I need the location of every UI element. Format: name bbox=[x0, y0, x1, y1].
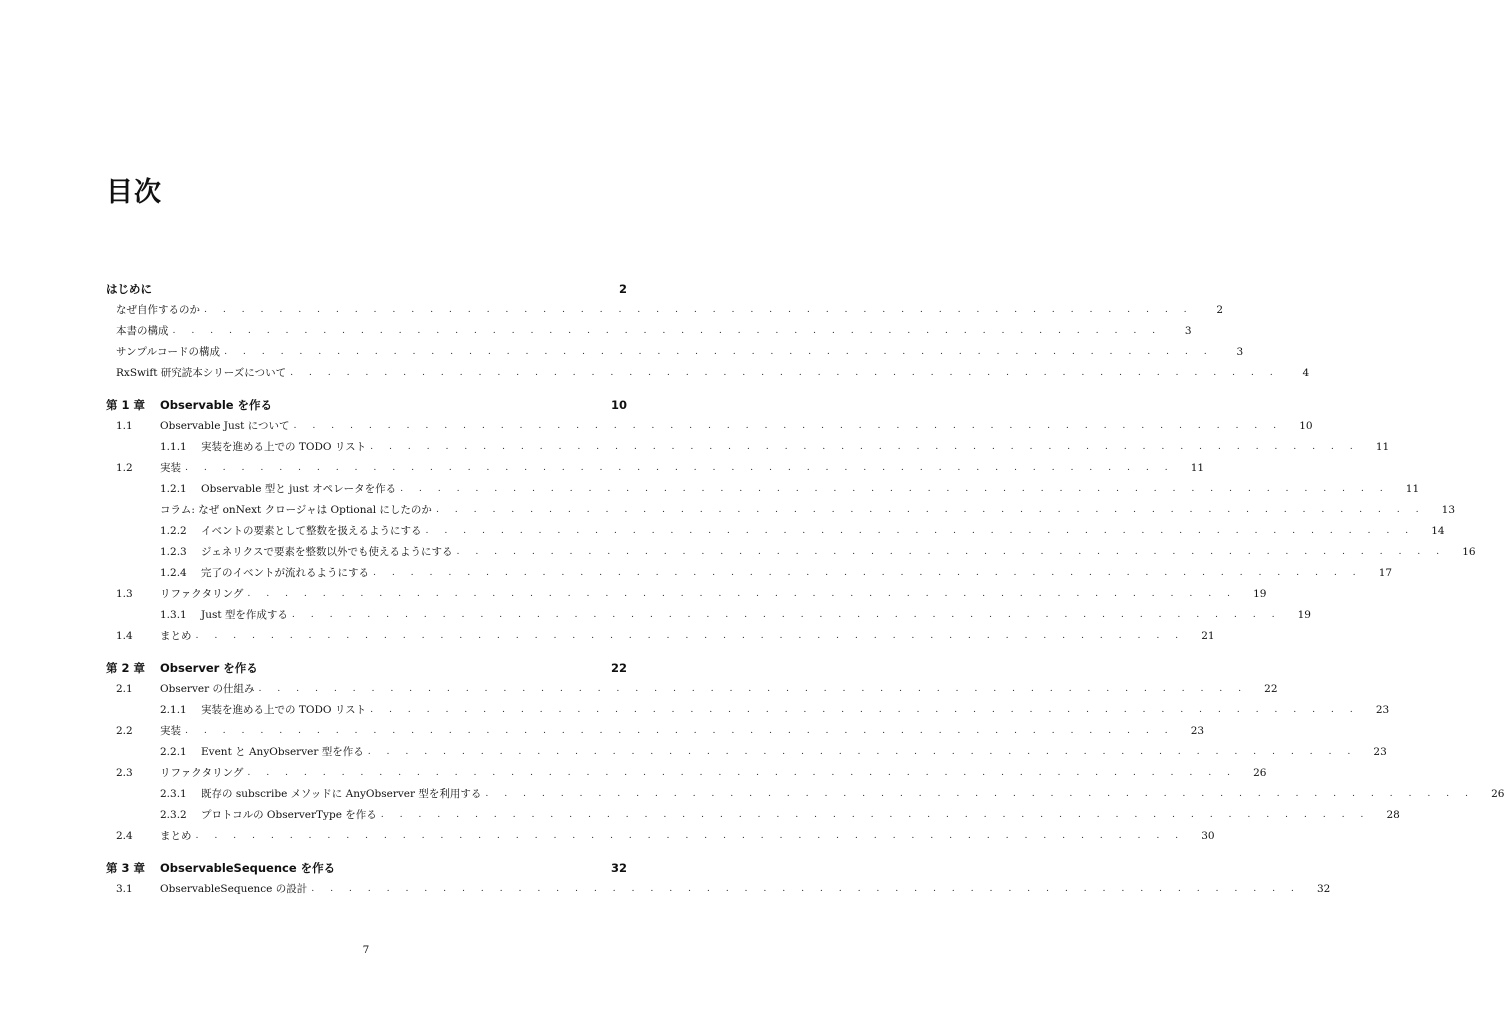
toc-entry-page: 13 bbox=[1441, 503, 1456, 516]
toc-entry-number: 1.1.1 bbox=[160, 440, 187, 453]
toc-entry-label: まとめ bbox=[160, 830, 192, 842]
toc-entry-page: 26 bbox=[1253, 766, 1267, 779]
chapter-number: 第 1 章 bbox=[106, 397, 146, 412]
toc-entry-label: 実装を進める上での TODO リスト bbox=[201, 441, 367, 453]
toc-entry-label: RxSwift 研究読本シリーズについて bbox=[116, 367, 287, 379]
toc-entry-page: 11 bbox=[1375, 440, 1390, 453]
leader-dots: . . . . . . . . . . . . . . . . . . . . . . . . . . . . . . . . . . . . . . . . . . . . . . . . . . . . . bbox=[293, 420, 1283, 431]
toc-entry-number: 2.3.2 bbox=[160, 808, 187, 821]
chapter-page: 10 bbox=[610, 397, 627, 412]
leader-dots: . . . . . . . . . . . . . . . . . . . . . . . . . . . . . . . . . . . . . . . . . . . . . . . . . . . . . bbox=[373, 567, 1363, 578]
leader-dots: . . . . . . . . . . . . . . . . . . . . . . . . . . . . . . . . . . . . . . . . . . . . . . . . . . . . . bbox=[311, 883, 1301, 894]
toc-entry[interactable] bbox=[106, 825, 1215, 846]
toc-chapter-2[interactable] bbox=[106, 657, 627, 678]
toc-entry[interactable] bbox=[106, 436, 1390, 457]
toc-entry-page: 19 bbox=[1297, 608, 1311, 621]
leader-dots: . . . . . . . . . . . . . . . . . . . . . . . . . . . . . . . . . . . . . . . . . . . . . . . . . . . . . bbox=[380, 809, 1370, 820]
toc-entry-page: 30 bbox=[1201, 829, 1215, 842]
toc-entry-label: 実装を進める上での TODO リスト bbox=[201, 704, 367, 716]
toc-entry-number: 1.3.1 bbox=[160, 608, 187, 621]
toc-entry[interactable] bbox=[106, 625, 1215, 646]
leader-dots: . . . . . . . . . . . . . . . . . . . . . . . . . . . . . . . . . . . . . . . . . . . . . . . . . . . . . bbox=[400, 483, 1390, 494]
toc-entry-number: 2.3 bbox=[116, 766, 133, 779]
toc-entry-page: 11 bbox=[1405, 482, 1420, 495]
toc-entry-label: 完了のイベントが流れるようにする bbox=[201, 567, 369, 579]
toc-entry-label: リファクタリング bbox=[160, 588, 244, 600]
toc-entry-page: 16 bbox=[1462, 545, 1476, 558]
toc-entry-number: 1.2.3 bbox=[160, 545, 187, 558]
toc-entry-page: 3 bbox=[1236, 345, 1244, 358]
leader-dots: . . . . . . . . . . . . . . . . . . . . . . . . . . . . . . . . . . . . . . . . . . . . . . . . . . . . . bbox=[185, 725, 1175, 736]
chapter-page: 22 bbox=[610, 660, 627, 675]
toc-entry-label: サンプルコードの構成 bbox=[116, 346, 221, 358]
toc-entry-number: 1.1 bbox=[116, 419, 133, 432]
toc-entry-page: 21 bbox=[1201, 629, 1215, 642]
toc-entry-number: 1.2 bbox=[116, 461, 133, 474]
toc-entry-number: 2.2 bbox=[116, 724, 133, 737]
toc-entry[interactable] bbox=[106, 678, 1278, 699]
toc-entry-label: ObservableSequence の設計 bbox=[160, 883, 308, 895]
chapter-title: ObservableSequence を作る bbox=[160, 860, 336, 875]
chapter-page: 32 bbox=[610, 860, 627, 875]
toc-entry-number: 2.1.1 bbox=[160, 703, 187, 716]
toc-entry[interactable] bbox=[106, 783, 1504, 804]
toc-entry[interactable] bbox=[106, 415, 1313, 436]
leader-dots: . . . . . . . . . . . . . . . . . . . . . . . . . . . . . . . . . . . . . . . . . . . . . . . . . . . . . bbox=[247, 588, 1237, 599]
toc-entry-number: 3.1 bbox=[116, 882, 133, 895]
toc-entry-number: 1.2.4 bbox=[160, 566, 187, 579]
toc-entry-label: プロトコルの ObserverType を作る bbox=[201, 809, 377, 821]
toc-entry-page: 23 bbox=[1373, 745, 1387, 758]
toc-entry-label: リファクタリング bbox=[160, 767, 244, 779]
toc-entry[interactable] bbox=[106, 541, 1476, 562]
toc-entry-label: まとめ bbox=[160, 630, 192, 642]
toc-entry-label: 実装 bbox=[160, 462, 181, 474]
leader-dots: . . . . . . . . . . . . . . . . . . . . . . . . . . . . . . . . . . . . . . . . . . . . . . . . . . . . . bbox=[185, 462, 1175, 473]
toc-chapter-1[interactable] bbox=[106, 394, 627, 415]
toc-entry-page: 10 bbox=[1299, 419, 1313, 432]
toc-entry-number: 2.3.1 bbox=[160, 787, 187, 800]
toc-entry-page: 2 bbox=[1216, 303, 1224, 316]
toc-entry-page: 11 bbox=[1190, 461, 1205, 474]
toc-entry[interactable] bbox=[106, 583, 1267, 604]
table-of-contents bbox=[106, 278, 1504, 899]
toc-entry-page: 23 bbox=[1190, 724, 1205, 737]
leader-dots: . . . . . . . . . . . . . . . . . . . . . . . . . . . . . . . . . . . . . . . . . . . . . . . . . . . . . bbox=[290, 367, 1280, 378]
toc-entry-label: Event と AnyObserver 型を作る bbox=[201, 746, 364, 758]
leader-dots: . . . . . . . . . . . . . . . . . . . . . . . . . . . . . . . . . . . . . . . . . . . . . . . . . . . . . bbox=[367, 746, 1357, 757]
chapter-number: 第 3 章 bbox=[106, 860, 146, 875]
toc-entry[interactable] bbox=[106, 362, 1310, 383]
chapter-title: Observable を作る bbox=[160, 397, 273, 412]
toc-entry-page: 22 bbox=[1264, 682, 1278, 695]
toc-entry-label: Observer の仕組み bbox=[160, 683, 255, 695]
leader-dots: . . . . . . . . . . . . . . . . . . . . . . . . . . . . . . . . . . . . . . . . . . . . . . . . . . . . . bbox=[204, 304, 1194, 315]
toc-entry-label: Just 型を作成する bbox=[201, 609, 288, 621]
toc-entry-page: 26 bbox=[1491, 787, 1504, 800]
toc-entry-page: 4 bbox=[1302, 366, 1310, 379]
toc-entry-number: 2.2.1 bbox=[160, 745, 187, 758]
page-number: 7 bbox=[362, 944, 370, 956]
toc-chapter-3[interactable] bbox=[106, 857, 627, 878]
toc-intro-heading[interactable] bbox=[106, 278, 627, 299]
toc-entry-page: 17 bbox=[1378, 566, 1393, 579]
toc-entry-number: 1.4 bbox=[116, 629, 133, 642]
leader-dots: . . . . . . . . . . . . . . . . . . . . . . . . . . . . . . . . . . . . . . . . . . . . . . . . . . . . . bbox=[258, 683, 1248, 694]
toc-entry[interactable] bbox=[106, 520, 1445, 541]
toc-entry-page: 3 bbox=[1184, 324, 1192, 337]
leader-dots: . . . . . . . . . . . . . . . . . . . . . . . . . . . . . . . . . . . . . . . . . . . . . . . . . . . . . bbox=[435, 504, 1426, 515]
toc-entry[interactable] bbox=[106, 699, 1390, 720]
toc-entry-label: Observable 型と just オペレータを作る bbox=[201, 483, 397, 495]
toc-entry[interactable] bbox=[106, 457, 1205, 478]
toc-entry[interactable] bbox=[106, 741, 1387, 762]
toc-entry-label: イベントの要素として整数を扱えるようにする bbox=[201, 525, 422, 537]
leader-dots: . . . . . . . . . . . . . . . . . . . . . . . . . . . . . . . . . . . . . . . . . . . . . . . . . . . . . bbox=[195, 630, 1185, 641]
toc-entry-label: 既存の subscribe メソッドに AnyObserver 型を利用する bbox=[201, 788, 482, 800]
leader-dots: . . . . . . . . . . . . . . . . . . . . . . . . . . . . . . . . . . . . . . . . . . . . . . . . . . . . . bbox=[485, 788, 1475, 799]
toc-entry[interactable] bbox=[106, 562, 1393, 583]
page-title: 目次 bbox=[106, 177, 162, 208]
chapter-title: Observer を作る bbox=[160, 660, 258, 675]
toc-entry-label: なぜ自作するのか bbox=[116, 304, 200, 316]
leader-dots: . . . . . . . . . . . . . . . . . . . . . . . . . . . . . . . . . . . . . . . . . . . . . . . . . . . . . bbox=[425, 525, 1415, 536]
toc-entry[interactable] bbox=[106, 341, 1244, 362]
toc-entry-page: 28 bbox=[1386, 808, 1400, 821]
toc-entry-page: 14 bbox=[1431, 524, 1445, 537]
chapter-number: 第 2 章 bbox=[106, 660, 146, 675]
toc-entry[interactable] bbox=[106, 878, 1331, 899]
leader-dots: . . . . . . . . . . . . . . . . . . . . . . . . . . . . . . . . . . . . . . . . . . . . . . . . . . . . . bbox=[370, 704, 1360, 715]
leader-dots: . . . . . . . . . . . . . . . . . . . . . . . . . . . . . . . . . . . . . . . . . . . . . . . . . . . . . bbox=[291, 609, 1281, 620]
toc-entry-number: 1.3 bbox=[116, 587, 133, 600]
toc-entry[interactable] bbox=[106, 720, 1205, 741]
toc-entry-column[interactable] bbox=[106, 499, 1456, 520]
toc-entry[interactable] bbox=[106, 299, 1224, 320]
toc-entry-number: 1.2.1 bbox=[160, 482, 187, 495]
toc-entry-label: ジェネリクスで要素を整数以外でも使えるようにする bbox=[201, 546, 453, 558]
leader-dots: . . . . . . . . . . . . . . . . . . . . . . . . . . . . . . . . . . . . . . . . . . . . . . . . . . . . . bbox=[247, 767, 1237, 778]
toc-entry[interactable] bbox=[106, 762, 1267, 783]
toc-entry[interactable] bbox=[106, 478, 1420, 499]
toc-entry[interactable] bbox=[106, 604, 1311, 625]
toc-entry-number: 2.4 bbox=[116, 829, 133, 842]
toc-entry-page: 19 bbox=[1253, 587, 1267, 600]
leader-dots: . . . . . . . . . . . . . . . . . . . . . . . . . . . . . . . . . . . . . . . . . . . . . . . . . . . . . bbox=[224, 346, 1214, 357]
toc-entry-page: 32 bbox=[1316, 882, 1331, 895]
leader-dots: . . . . . . . . . . . . . . . . . . . . . . . . . . . . . . . . . . . . . . . . . . . . . . . . . . . . . bbox=[195, 830, 1185, 841]
toc-entry-number: 1.2.2 bbox=[160, 524, 187, 537]
toc-entry[interactable] bbox=[106, 804, 1400, 825]
toc-intro-label: はじめに bbox=[106, 281, 152, 296]
toc-entry-label: Observable Just について bbox=[160, 420, 290, 432]
toc-entry-page: 23 bbox=[1375, 703, 1390, 716]
toc-entry-label: 本書の構成 bbox=[116, 325, 169, 337]
toc-entry-label: コラム: なぜ onNext クロージャは Optional にしたのか bbox=[160, 504, 432, 516]
toc-entry-number: 2.1 bbox=[116, 682, 133, 695]
leader-dots: . . . . . . . . . . . . . . . . . . . . . . . . . . . . . . . . . . . . . . . . . . . . . . . . . . . . . bbox=[370, 441, 1360, 452]
toc-entry-label: 実装 bbox=[160, 725, 181, 737]
toc-entry[interactable] bbox=[106, 320, 1192, 341]
leader-dots: . . . . . . . . . . . . . . . . . . . . . . . . . . . . . . . . . . . . . . . . . . . . . . . . . . . . . bbox=[456, 546, 1446, 557]
toc-intro-page: 2 bbox=[618, 281, 627, 296]
leader-dots: . . . . . . . . . . . . . . . . . . . . . . . . . . . . . . . . . . . . . . . . . . . . . . . . . . . . . bbox=[172, 325, 1162, 336]
